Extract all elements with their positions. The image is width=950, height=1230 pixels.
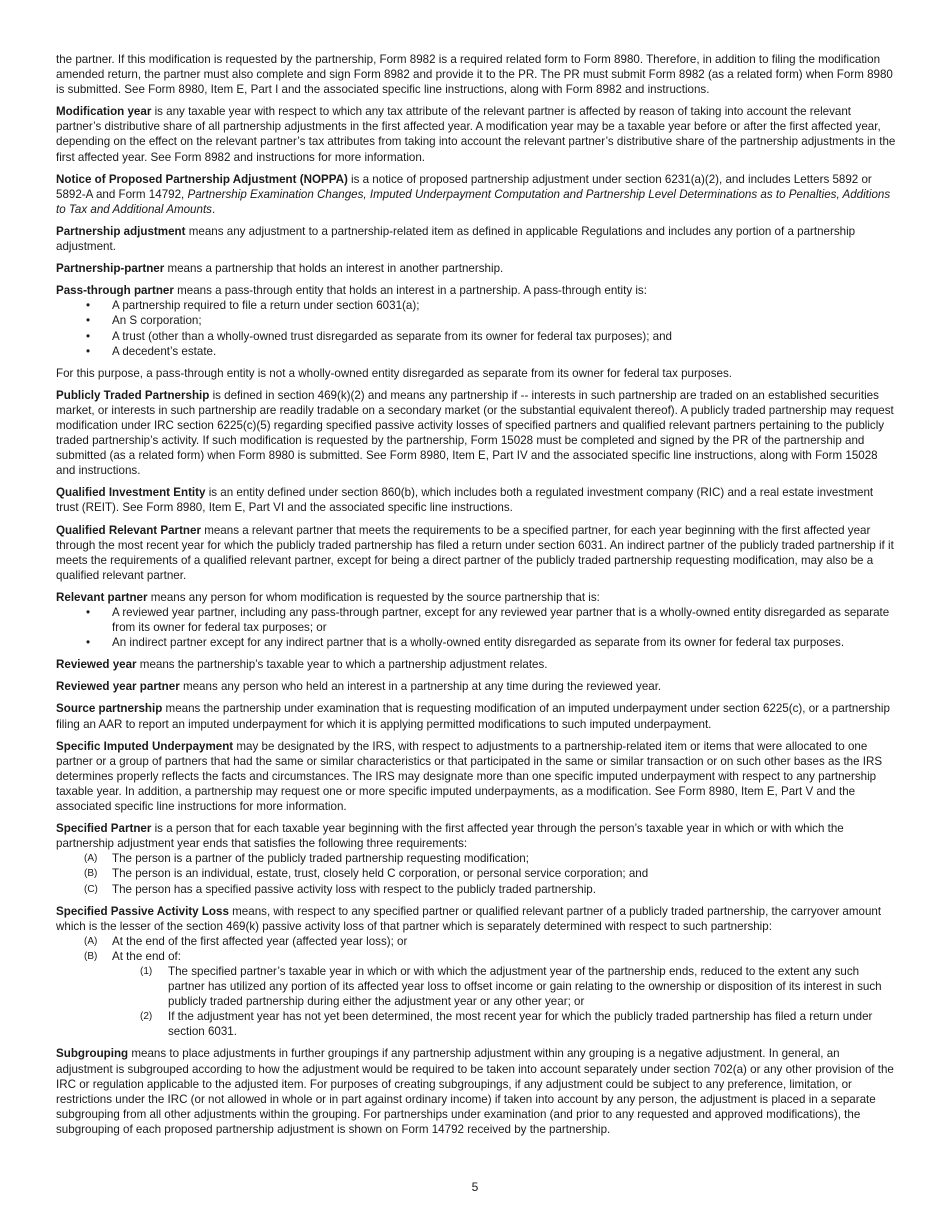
term: Subgrouping	[56, 1047, 129, 1061]
list-item: (A) The person is a partner of the publicly traded partnership requesting modification;	[84, 852, 529, 866]
form-title: Partnership Examination Changes, Imputed Underpayment Computation and Partnership Level Determinations as to Penalties, Additions to Tax and Additional Amounts	[56, 187, 891, 216]
list-item: (B) At the end of:	[84, 949, 181, 963]
term: Publicly Traded Partnership	[56, 388, 210, 402]
list-item: (2) If the adjustment year has not yet been determined, the most recent year for which the publicly traded partnership has filed a return under section 6031.	[140, 1010, 873, 1039]
term: Qualified Relevant Partner	[56, 523, 201, 537]
term: Source partnership	[56, 702, 163, 716]
def-noppa: Notice of Proposed Partnership Adjustment (NOPPA) is a notice of proposed partnership adjustment under section 6231(a)(2), and includes Letters 5892 or 5892-A and Form 14792, Partnership Examination Changes, Imputed Underpayment Computation and Partnership Level Determinations as to Penalties, Additions to Tax and Additional Amounts.	[56, 172, 891, 216]
list-marker: (B)	[84, 950, 98, 962]
def-specific-imputed-underpayment: Specific Imputed Underpayment may be designated by the IRS, with respect to adjustments to a partnership-related item or items that were allocated to one partner or a group of partners that had the same or similar characteristics or that participated in the same or similar transaction or on such other bases as the IRS determines properly reflects the facts and circumstances. The IRS may designate more than one specific imputed underpayment with respect to any partnership taxable year. In addition, a partnership may request one or more specific imputed underpayments, as a modification. See Form 8980, Item E, Part V and the associated specific line instructions for more information.	[56, 739, 883, 814]
def-partnership-partner: Partnership-partner means a partnership that holds an interest in another partnership.	[56, 262, 504, 276]
term: Qualified Investment Entity	[56, 486, 206, 500]
term: Reviewed year	[56, 658, 137, 672]
def-reviewed-year-partner: Reviewed year partner means any person who held an interest in a partnership at any time during the reviewed year.	[56, 680, 662, 694]
intro-paragraph: the partner. If this modification is requested by the partnership, Form 8982 is a required related form to Form 8980. Therefore, in addition to filing the modification amended return, the partner must also complete and sign Form 8982 and provide it to the PR. The PR must submit Form 8982 (as a related form) when Form 8980 is submitted. See Form 8980, Item E, Part I and the associated specific line instructions, along with Form 8982 and instructions.	[56, 53, 893, 97]
term: Partnership adjustment	[56, 224, 186, 238]
term: Notice of Proposed Partnership Adjustment (NOPPA)	[56, 172, 348, 186]
def-publicly-traded-partnership: Publicly Traded Partnership is defined in section 469(k)(2) and means any partnership if -- interests in such partnership are traded on an established securities market, or interests in such partnership are readily tradable on a secondary market (or the substantial equivalent thereof). A publicly traded partnership may request modification under IRC section 6225(c)(5) regarding specified passive activity losses of specified partners and qualified relevant partners pertaining to the publicly traded partnership’s activity. If such modification is requested by the partnership, Form 15028 must be completed and signed by the PR of the partnership and submitted (as a related form) when Form 8980 is submitted. See Form 8980, Item E, Part IV and the associated specific line instructions, along with Form 15028 and instructions.	[56, 388, 894, 478]
list-marker: (A)	[84, 853, 98, 865]
term: Pass-through partner	[56, 284, 174, 298]
list-marker: (1)	[140, 965, 153, 977]
specified-partner-list	[56, 851, 898, 896]
term: Reviewed year partner	[56, 680, 180, 694]
list-item: • A trust (other than a wholly-owned trust disregarded as separate from its owner for federal tax purposes); and	[56, 329, 898, 344]
def-partnership-adjustment: Partnership adjustment means any adjustment to a partnership-related item as defined in applicable Regulations and includes any portion of a partnership adjustment.	[56, 224, 856, 254]
term: Relevant partner	[56, 590, 148, 604]
list-item: (A) At the end of the first affected year (affected year loss); or	[84, 934, 408, 948]
spal-sublist	[56, 964, 898, 1039]
list-marker: (A)	[84, 935, 98, 947]
relevant-partner-list	[56, 605, 898, 650]
term: Specified Partner	[56, 822, 152, 836]
document-body	[56, 52, 898, 1144]
def-source-partnership: Source partnership means the partnership under examination that is requesting modification of an imputed underpayment under section 6225(c), or a partnership filing an AAR to report an imputed underpayment for which it is applying permitted modifications to such imputed underpayment.	[56, 702, 890, 731]
def-qualified-investment-entity: Qualified Investment Entity is an entity defined under section 860(b), which includes both a regulated investment company (RIC) and a real estate investment trust (REIT). See Form 8980, Item E, Part VI and the associated specific line instructions.	[56, 486, 874, 515]
term: Modification year	[56, 105, 152, 119]
list-item: • An S corporation;	[56, 313, 898, 328]
pass-through-note: For this purpose, a pass-through entity is not a wholly-owned entity disregarded as separate from its owner for federal tax purposes.	[56, 366, 733, 380]
def-modification-year: Modification year is any taxable year with respect to which any tax attribute of the relevant partner is affected by reason of taking into account the relevant partner’s distributive share of all partnership adjustments in the first affected year. A modification year may be a taxable year before or after the first affected year, depending on the effect on the relevant partner’s tax attributes from taking into account the relevant partner’s distributive share of the partnership adjustments in the first affected year. See Form 8982 and instructions for more information.	[56, 105, 896, 164]
spal-list	[56, 934, 898, 964]
list-item: • A reviewed year partner, including any pass-through partner, except for any reviewed year partner that is a wholly-owned entity disregarded as separate from its owner for federal tax purposes; or	[56, 605, 898, 635]
def-qualified-relevant-partner: Qualified Relevant Partner means a relevant partner that meets the requirements to be a specified partner, for each year beginning with the first affected year through the most recent year for which the publicly traded partnership has filed a return under section 6031. An indirect partner of the publicly traded partnership if it meets the requirements of a qualified relevant partner, except for being a direct partner of the publicly traded partnership requesting modification, may also be a qualified relevant partner.	[56, 523, 894, 582]
list-item: (C) The person has a specified passive activity loss with respect to the publicly traded partnership.	[84, 882, 596, 896]
list-marker: (B)	[84, 868, 98, 880]
list-marker: (C)	[84, 883, 98, 895]
term: Partnership-partner	[56, 262, 165, 276]
list-item: (1) The specified partner’s taxable year in which or with which the adjustment year of the partnership ends, reduced to the extent any such partner has utilized any portion of its affected year loss to offset income or gain relating to the ownership or disposition of its interest in such publicly traded partnership during either the adjustment year or any other year; or	[140, 964, 882, 1009]
def-pass-through-partner: Pass-through partner means a pass-through entity that holds an interest in a partnership. A pass-through entity is:	[56, 284, 647, 298]
term: Specified Passive Activity Loss	[56, 904, 229, 918]
def-relevant-partner: Relevant partner means any person for whom modification is requested by the source partnership that is:	[56, 590, 600, 604]
pass-through-list	[56, 298, 898, 358]
def-specified-partner: Specified Partner is a person that for each taxable year beginning with the first affected year through the person’s taxable year in which or with which the partnership adjustment year ends that satisfies the following three requirements:	[56, 822, 844, 851]
page-number: 5	[471, 1180, 479, 1194]
list-item: • A partnership required to file a return under section 6031(a);	[56, 298, 898, 313]
list-marker: (2)	[140, 1011, 153, 1023]
term: Specific Imputed Underpayment	[56, 739, 234, 753]
def-reviewed-year: Reviewed year means the partnership’s taxable year to which a partnership adjustment relates.	[56, 658, 548, 672]
list-item: • A decedent’s estate.	[56, 344, 898, 359]
def-subgrouping: Subgrouping means to place adjustments in further groupings if any partnership adjustment within any grouping is a negative adjustment. In general, an adjustment is subgrouped according to how the adjustment would be required to be taken into account separately under section 702(a) or any other provision of the IRC or regulation applicable to the adjusted item. For purposes of creating subgroupings, if any adjustment could be subject to any preference, limitation, or restrictions under the IRC (or not allowed in whole or in part against ordinary income) if taken into account by any person, the adjustment is placed in a separate subgrouping from all other adjustments within the grouping. For partnerships under examination (and prior to any requested and approved modifications), the subgrouping of each proposed partnership adjustment is shown on Form 14792 received by the partnership.	[56, 1047, 894, 1136]
list-item: • An indirect partner except for any indirect partner that is a wholly-owned entity disregarded as separate from its owner for federal tax purposes.	[56, 635, 898, 650]
list-item: (B) The person is an individual, estate, trust, closely held C corporation, or personal service corporation; and	[84, 867, 649, 881]
def-specified-passive-activity-loss: Specified Passive Activity Loss means, with respect to any specified partner or qualified relevant partner of a publicly traded partnership, the carryover amount which is the lesser of the section 469(k) passive activity loss of that partner which is separately determined with respect to such partnership:	[56, 904, 882, 933]
